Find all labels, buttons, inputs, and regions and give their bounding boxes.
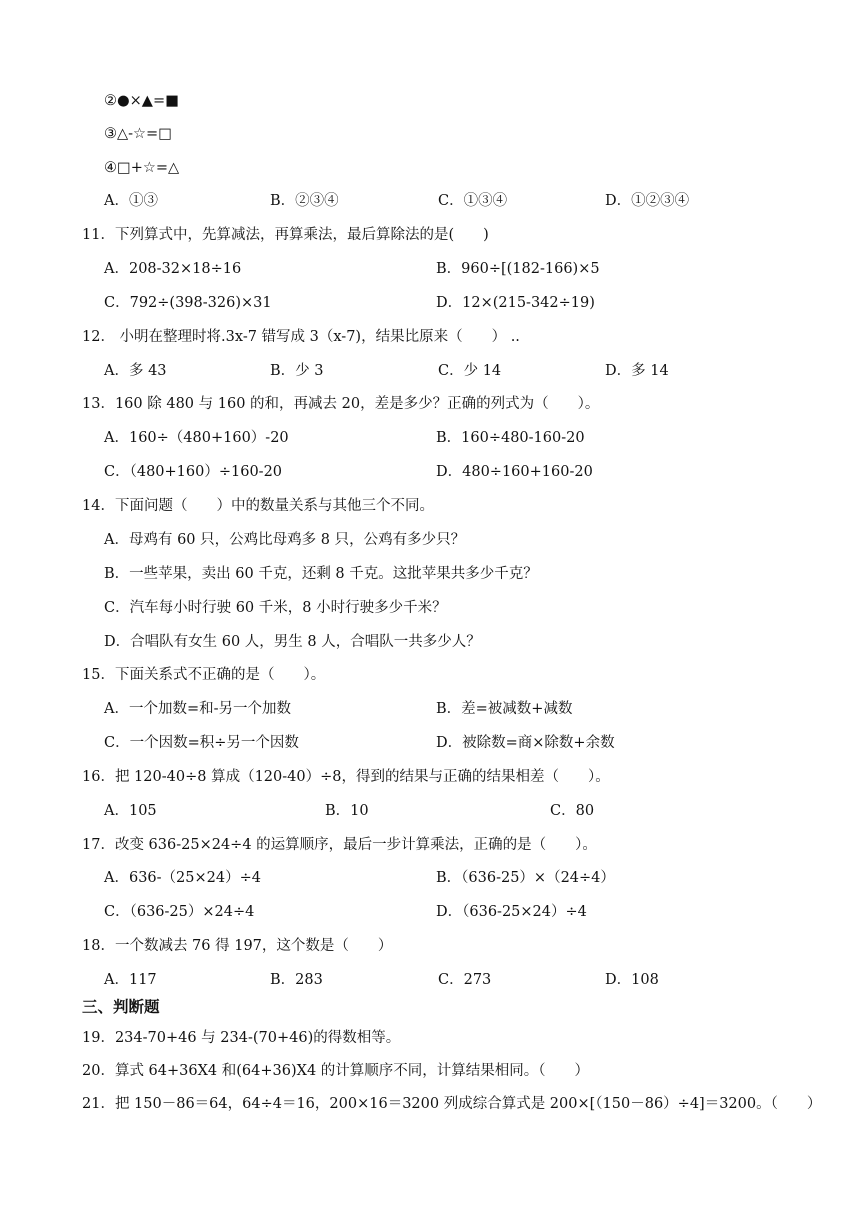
q18-option-c: C．273 [438,972,492,988]
q18-option-b: B．283 [270,972,323,988]
q17-option-c: C．（636-25）×24÷4 [104,904,255,920]
q14-option-a: A．母鸡有 60 只，公鸡比母鸡多 8 只，公鸡有多少只？ [104,532,466,548]
q17-option-a: A．636-（25×24）÷4 [104,870,261,886]
q12-stem: 12． 小明在整理时将.3x-7 错写成 3（x-7)，结果比原来（ ） .. [82,329,520,345]
q12-option-a: A．多 43 [104,363,167,379]
q11-option-d: D．12×(215-342÷19) [436,295,595,311]
q16-option-a: A．105 [104,803,157,819]
q13-option-d: D．480÷160+160-20 [436,464,593,480]
q14-option-c: C．汽车每小时行驶 60 千米，8 小时行驶多少千米？ [104,600,447,616]
q10-option-b: B．②③④ [270,193,339,209]
q16-option-c: C．80 [550,803,595,819]
q11-option-b: B．960÷[(182-166)×5 [436,261,600,277]
q12-option-d: D．多 14 [605,363,669,379]
q12-option-c: C．少 14 [438,363,502,379]
option-line-3: ③△-☆=□ [104,126,172,142]
q13-option-a: A．160÷（480+160）-20 [104,430,289,446]
q18-stem: 18．一个数减去 76 得 197，这个数是（ ） [82,938,393,954]
q18-option-a: A．117 [104,972,157,988]
q15-option-c: C．一个因数=积÷另一个因数 [104,735,299,751]
q17-option-d: D．（636-25×24）÷4 [436,904,587,920]
q15-option-a: A．一个加数=和-另一个加数 [104,701,292,717]
q16-option-b: B．10 [325,803,369,819]
q18-option-d: D．108 [605,972,659,988]
q13-option-b: B．160÷480-160-20 [436,430,585,446]
q10-option-c: C．①③④ [438,193,508,209]
q12-option-b: B．少 3 [270,363,324,379]
q10-option-a: A．①③ [104,193,158,209]
q21-stem: 21．把 150－86＝64，64÷4＝16，200×16＝3200 列成综合算式是 200×[（150－86）÷4]＝3200。（ ） [82,1096,822,1112]
q17-option-b: B．（636-25）×（24÷4） [436,870,615,886]
q14-option-b: B．一些苹果，卖出 60 千克，还剩 8 千克。这批苹果共多少千克？ [104,566,538,582]
section-heading: 三、判断题 [82,998,160,1016]
option-line-2: ②●×▲=■ [104,93,179,109]
q14-option-d: D．合唱队有女生 60 人，男生 8 人，合唱队一共多少人？ [104,634,481,650]
q19-stem: 19．234-70+46 与 234-(70+46)的得数相等。 [82,1030,401,1046]
option-line-4: ④□+☆=△ [104,160,180,176]
q15-stem: 15．下面关系式不正确的是（ ）。 [82,667,326,683]
q13-option-c: C．（480+160）÷160-20 [104,464,283,480]
q10-option-d: D．①②③④ [605,193,690,209]
q13-stem: 13．160 除 480 与 160 的和，再减去 20，差是多少？正确的列式为（ ）。 [82,396,600,412]
q14-stem: 14．下面问题（ ）中的数量关系与其他三个不同。 [82,498,434,514]
q11-stem: 11．下列算式中，先算减法，再算乘法，最后算除法的是( ) [82,227,489,243]
q17-stem: 17．改变 636-25×24÷4 的运算顺序，最后一步计算乘法，正确的是（ ）。 [82,837,597,853]
q15-option-d: D．被除数=商×除数+余数 [436,735,615,751]
q20-stem: 20．算式 64+36X4 和(64+36)X4 的计算顺序不同，计算结果相同。（ ） [82,1063,590,1079]
q16-stem: 16．把 120-40÷8 算成（120-40）÷8，得到的结果与正确的结果相差（ ）。 [82,769,610,785]
q11-option-c: C．792÷(398-326)×31 [104,295,272,311]
q11-option-a: A．208-32×18÷16 [104,261,242,277]
q15-option-b: B．差=被减数+减数 [436,701,573,717]
